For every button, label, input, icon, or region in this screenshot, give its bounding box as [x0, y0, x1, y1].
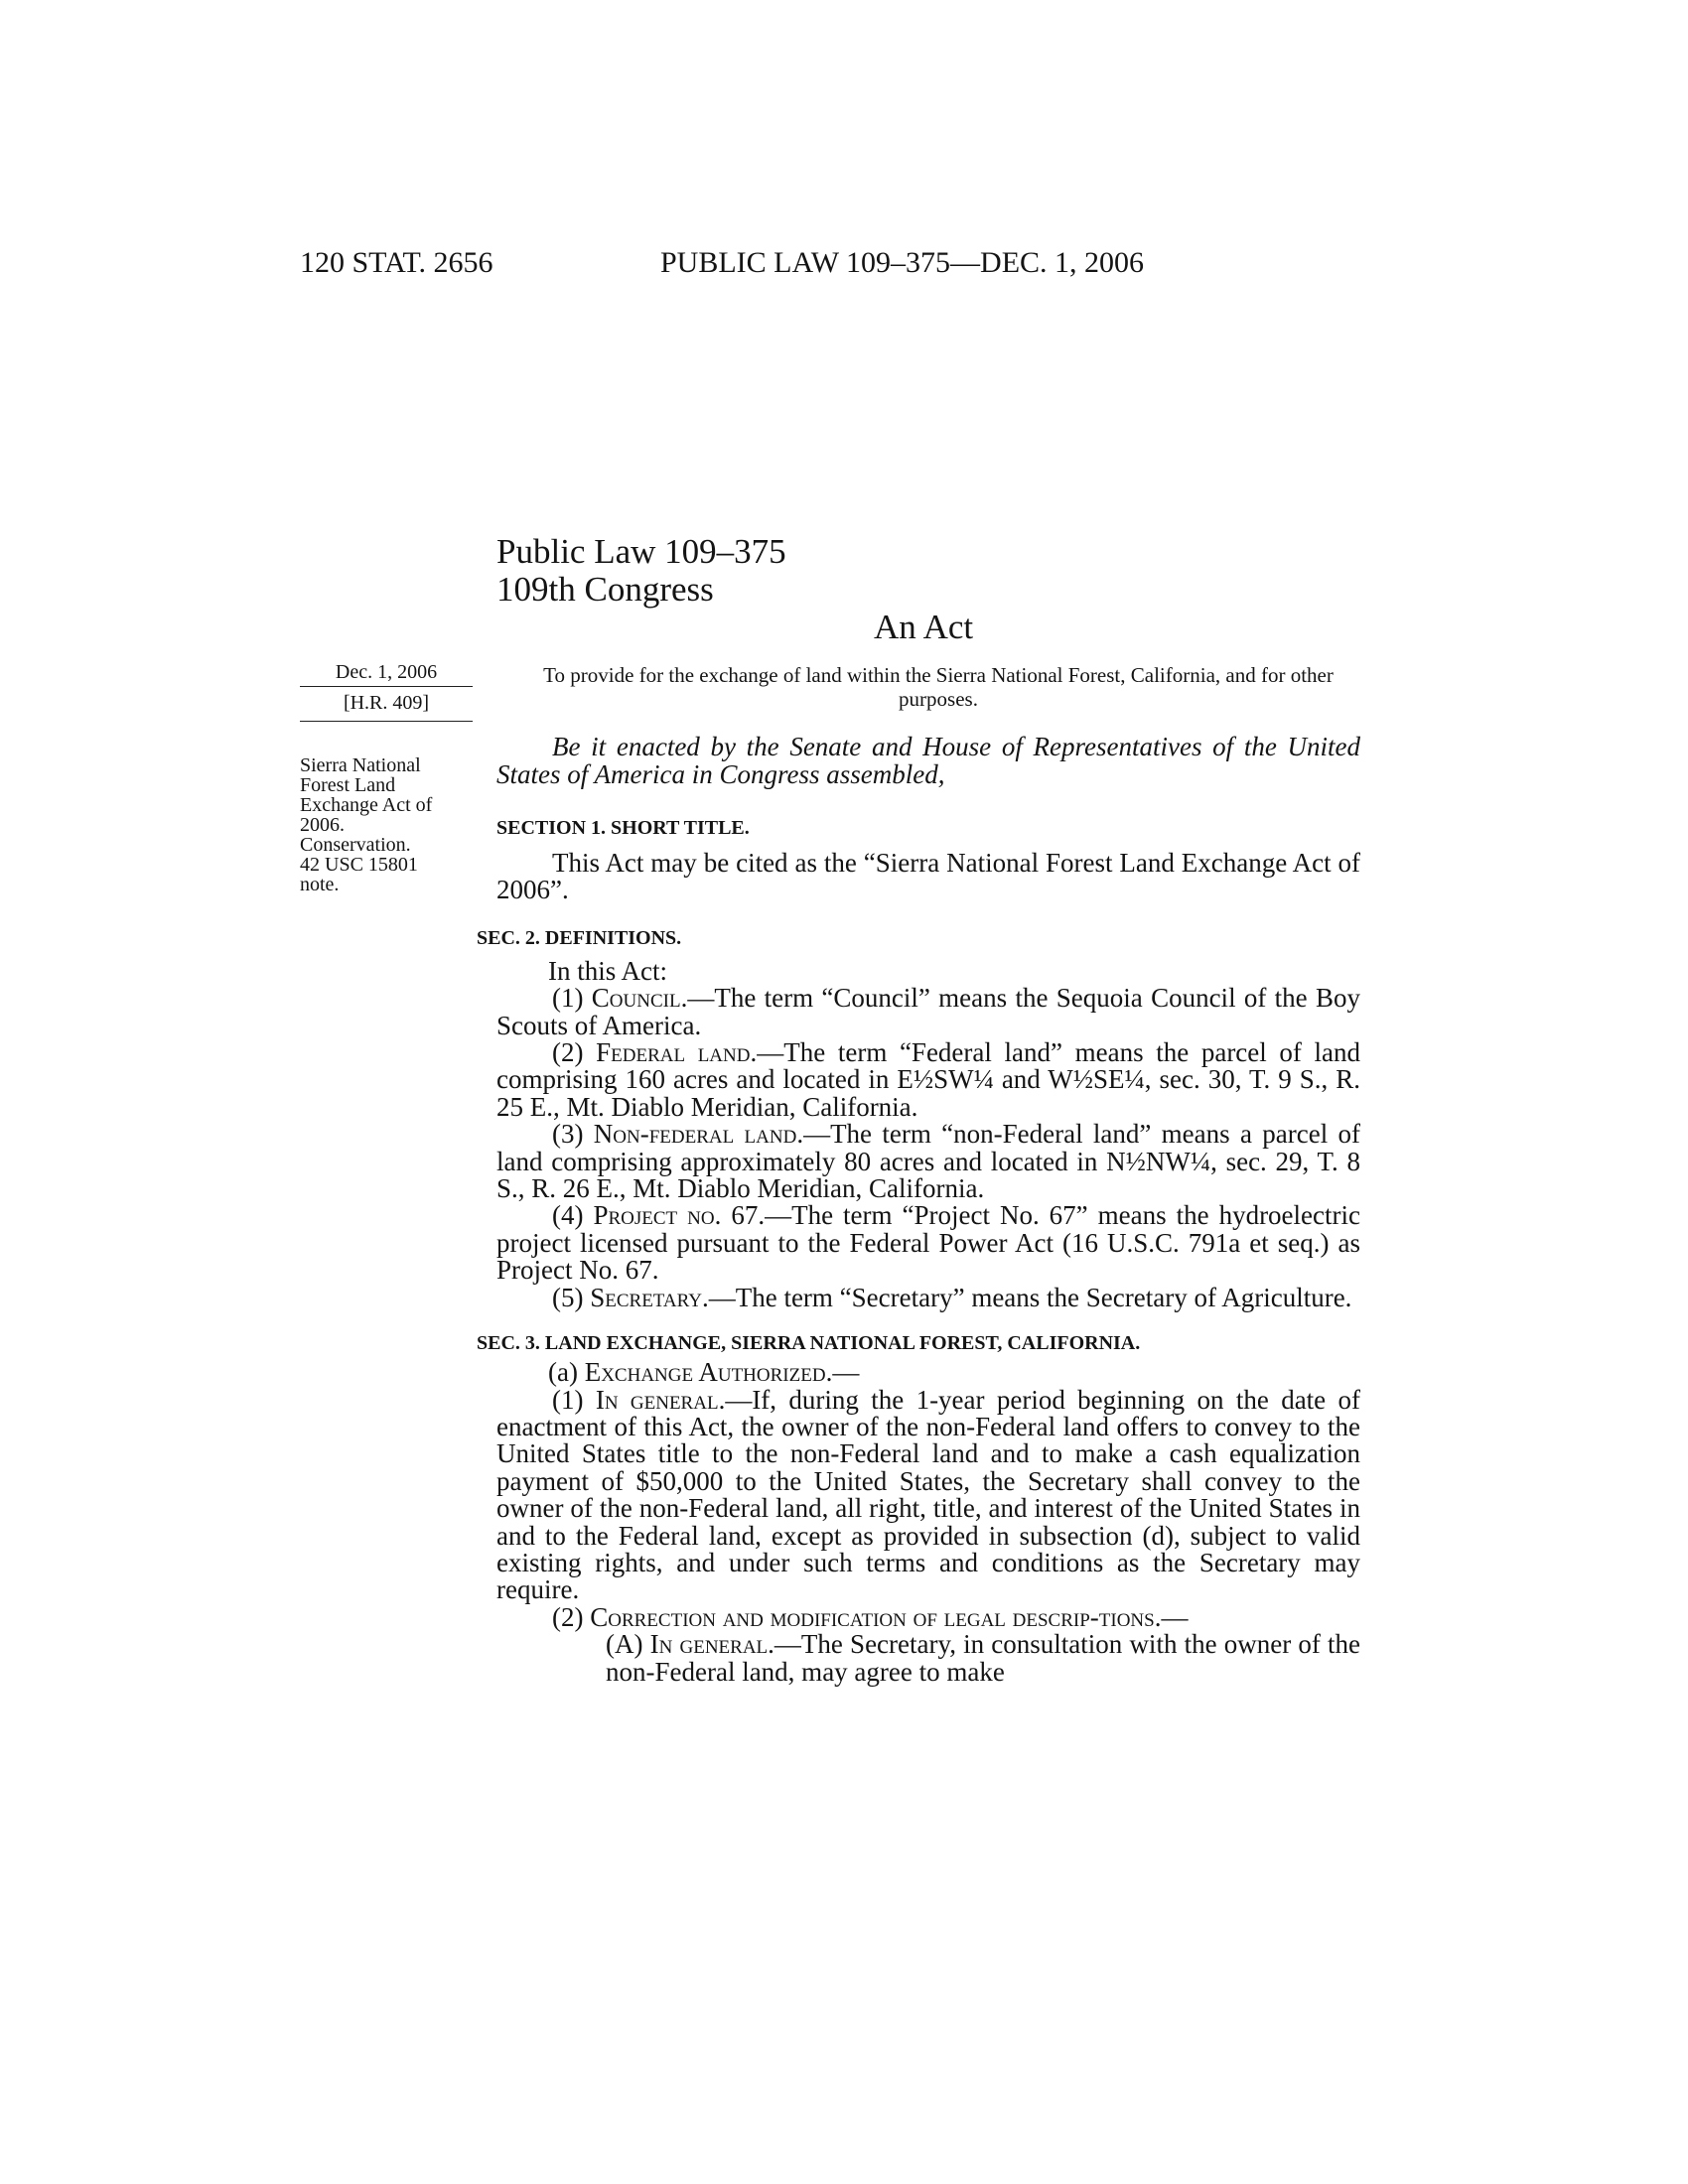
definition-text: The term “Secretary” means the Secretary of Agriculture. — [735, 1282, 1352, 1312]
subparagraph-term: In general — [649, 1629, 769, 1660]
definition-item — [496, 1282, 1360, 1312]
subparagraph-number: (A) — [606, 1629, 643, 1660]
paragraph-number: (2) — [552, 1601, 584, 1632]
purpose-statement: To provide for the exchange of land within the Sierra National Forest, California, and for other purposes. — [543, 663, 1334, 711]
margin-date: Dec. 1, 2006 — [300, 660, 473, 687]
definition-item — [496, 1039, 1360, 1121]
law-title-block — [496, 533, 786, 609]
margin-note-line: Forest Land — [300, 774, 396, 796]
paragraph-term: In general — [595, 1384, 719, 1415]
subsection-number: (a) — [548, 1357, 578, 1388]
congress-label: 109th Congress — [496, 570, 714, 609]
margin-note-line: Exchange Act of — [300, 794, 433, 816]
margin-note-line: Sierra National — [300, 754, 421, 776]
section-3-heading: SEC. 3. LAND EXCHANGE, SIERRA NATIONAL FOREST, CALIFORNIA. — [477, 1332, 1141, 1355]
running-header: PUBLIC LAW 109–375—DEC. 1, 2006 — [660, 246, 1145, 279]
definition-dash: .— — [680, 983, 715, 1014]
definition-text: The term “Council” means the Sequoia Council of the Boy Scouts of America. — [496, 983, 1360, 1040]
definitions-intro: In this Act: — [548, 955, 667, 986]
subparagraph-a — [496, 1631, 1360, 1686]
an-act-heading: An Act — [874, 608, 974, 646]
margin-note-line: note. — [300, 874, 340, 895]
statute-page-number: 120 STAT. 2656 — [300, 246, 493, 279]
definition-number: (1) — [552, 983, 584, 1014]
margin-date-block — [300, 660, 473, 722]
definition-dash: .— — [701, 1282, 736, 1312]
definition-dash: .— — [750, 1037, 784, 1068]
definition-item — [496, 985, 1360, 1039]
paragraph-term: Correction and modification of legal descrip-tions — [590, 1601, 1155, 1632]
subparagraph-dash: .— — [768, 1629, 801, 1660]
definition-term: Council — [591, 983, 681, 1014]
definition-term: Non-federal land — [593, 1119, 797, 1150]
margin-note-line: 42 USC 15801 — [300, 854, 418, 876]
paragraph-text: If, during the 1-year period beginning on the date of enactment of this Act, the owner of the non-Federal land offers to convey to the United States title to the non-Federal land and to make a cash equalization payment of $50,000 to the United States, the Secretary shall convey to the owner of the non-Federal land, all right, title, and interest of the United States in and to the Federal land, except as provided in subsection (d), subject to valid existing rights, and under such terms and conditions as the Secretary may require. — [496, 1384, 1361, 1605]
definition-number: (3) — [552, 1119, 584, 1150]
subparagraph-text: The Secretary, in consultation with the owner of the non-Federal land, may agree to make — [606, 1629, 1360, 1687]
section-2-heading: SEC. 2. DEFINITIONS. — [477, 926, 682, 949]
section-1-heading: SECTION 1. SHORT TITLE. — [496, 817, 750, 839]
definition-term: Federal land — [596, 1037, 751, 1068]
paragraph-dash: .— — [1154, 1601, 1189, 1632]
paragraph-1 — [496, 1384, 1361, 1605]
subsection-a — [496, 1359, 1360, 1386]
definition-item — [496, 1121, 1360, 1202]
definition-term: Secretary — [590, 1282, 702, 1312]
subsection-term: Exchange Authorized — [584, 1357, 826, 1388]
definition-dash: .— — [758, 1200, 792, 1231]
paragraph-dash: .— — [718, 1384, 753, 1415]
margin-note — [300, 755, 469, 894]
definition-number: (2) — [552, 1037, 584, 1068]
enacting-clause: Be it enacted by the Senate and House of Representatives of the United States of America in Congress assembled, — [496, 732, 1360, 789]
definition-text: The term “Federal land” means the parcel of land comprising 160 acres and located in E½SW¼ and W½SE¼, sec. 30, T. 9 S., R. 25 E., Mt. Diablo Meridian, California. — [496, 1037, 1361, 1122]
section-1-text: This Act may be cited as the “Sierra National Forest Land Exchange Act of 2006”. — [496, 848, 1360, 905]
act-body — [477, 816, 1361, 1687]
margin-bill-number: [H.R. 409] — [300, 687, 473, 722]
definition-term: Project no. 67 — [593, 1200, 759, 1231]
definition-text: The term “non-Federal land” means a parcel of land comprising approximately 80 acres and located in N½NW¼, sec. 29, T. 8 S., R. 26 E., Mt. Diablo Meridian, California. — [496, 1119, 1360, 1204]
paragraph-2 — [496, 1601, 1360, 1632]
public-law-number: Public Law 109–375 — [496, 532, 786, 571]
definition-number: (4) — [552, 1200, 584, 1231]
definition-item — [496, 1202, 1360, 1284]
paragraph-number: (1) — [552, 1384, 584, 1415]
definition-number: (5) — [552, 1282, 584, 1312]
subsection-dash: .— — [825, 1357, 860, 1388]
margin-note-line: Conservation. — [300, 834, 411, 856]
definition-dash: .— — [796, 1119, 831, 1150]
definition-text: The term “Project No. 67” means the hydroelectric project licensed pursuant to the Federal Power Act (16 U.S.C. 791a et seq.) as Project No. 67. — [496, 1200, 1360, 1286]
margin-note-line: 2006. — [300, 814, 345, 836]
